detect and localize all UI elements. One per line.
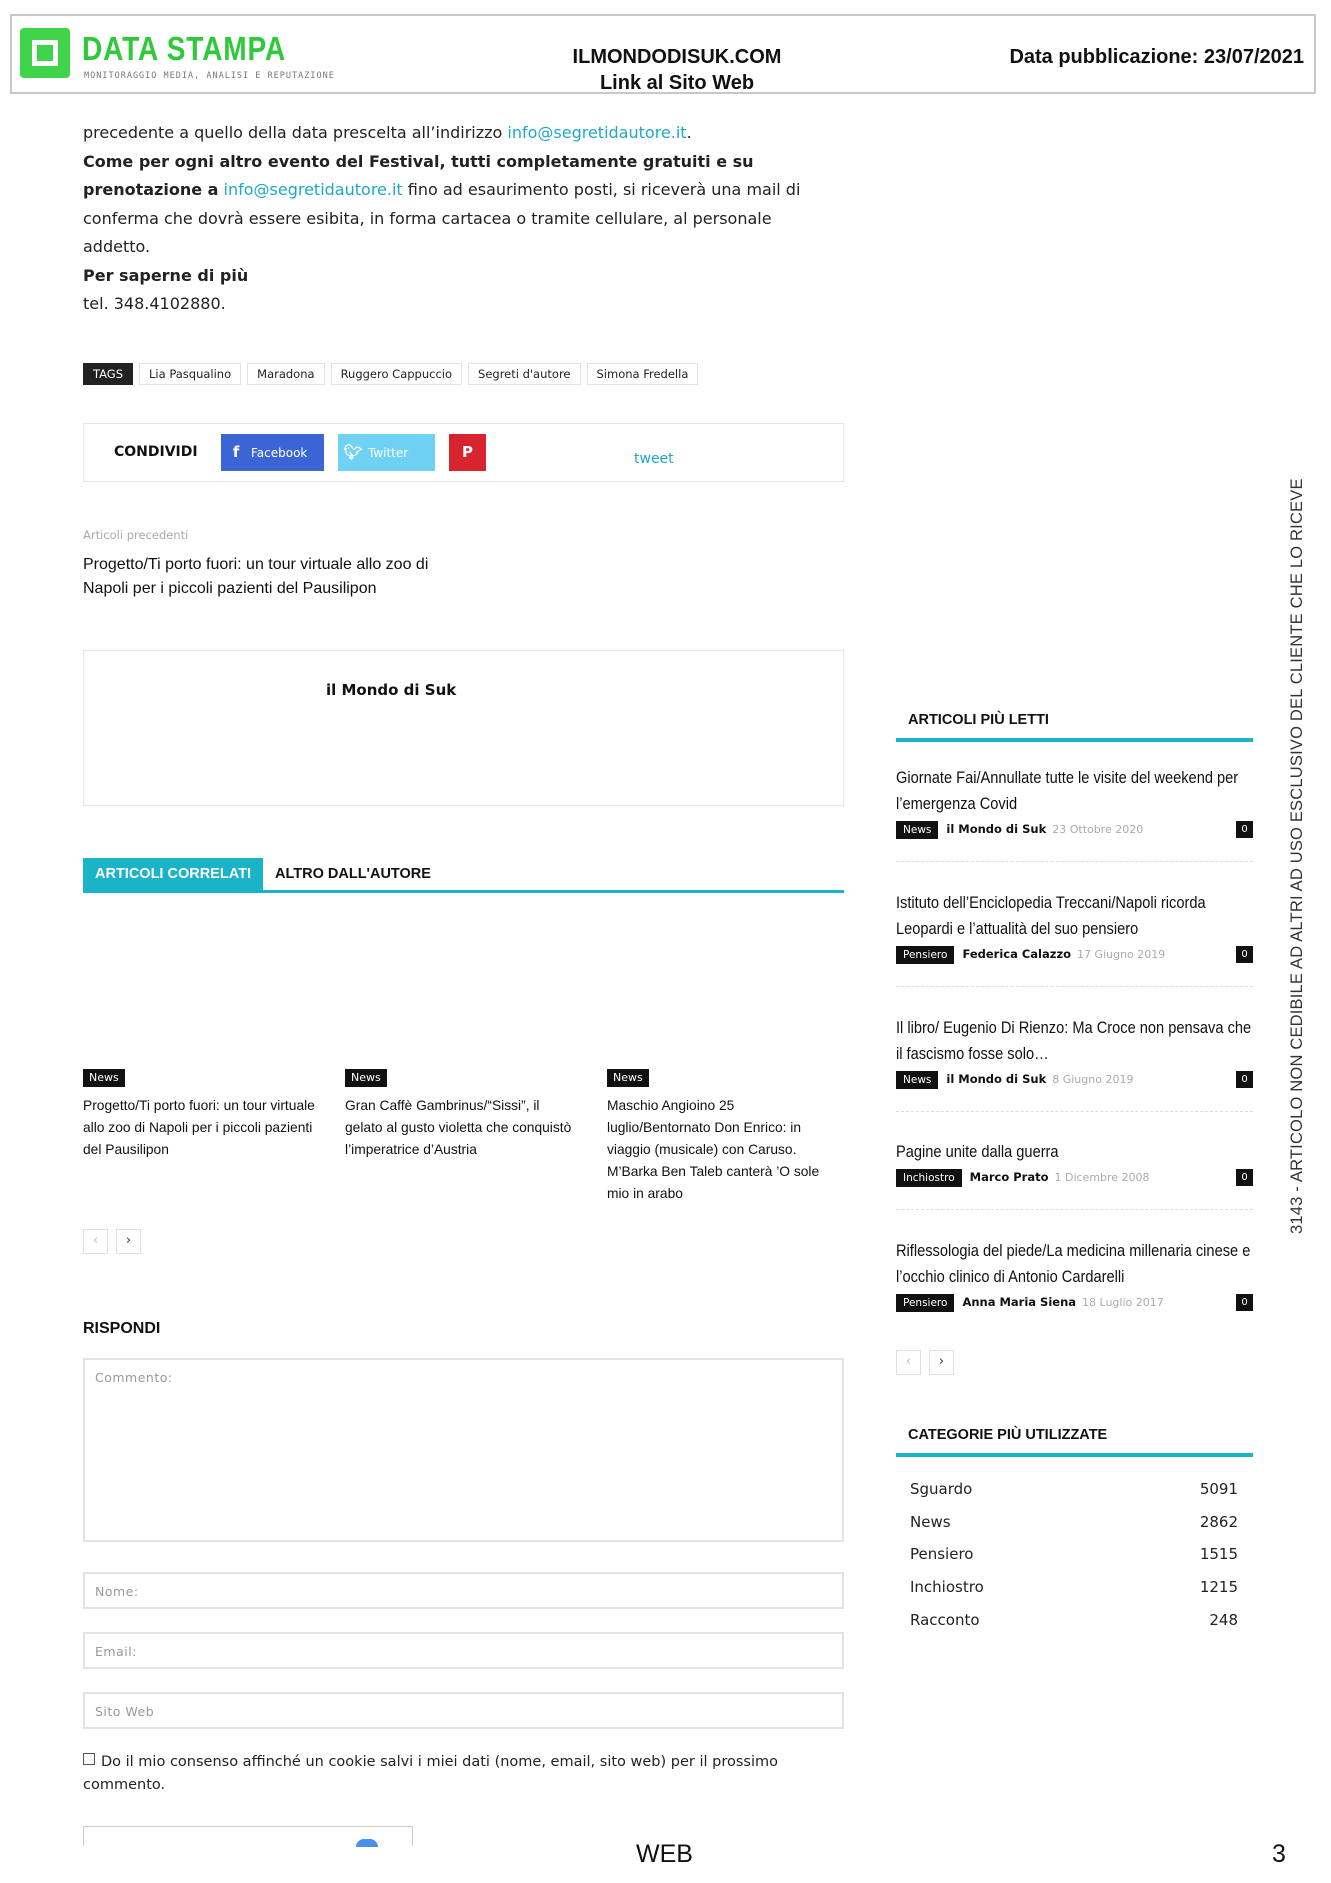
article-date: 23 Ottobre 2020: [1052, 823, 1144, 836]
email-link[interactable]: info@segretidautore.it: [223, 180, 403, 199]
related-article-card[interactable]: [607, 1066, 839, 1205]
website-field[interactable]: Sito Web: [83, 1692, 844, 1729]
recaptcha-icon: [356, 1839, 378, 1847]
related-article-card[interactable]: [83, 1066, 315, 1161]
clipping-header: [10, 14, 1316, 94]
comment-count[interactable]: 0: [1236, 1294, 1253, 1311]
category-item[interactable]: Pensiero 1515: [910, 1545, 1238, 1563]
category-badge[interactable]: Inchiostro: [896, 1169, 962, 1187]
next-page-button[interactable]: ›: [929, 1350, 954, 1375]
author-name[interactable]: il Mondo di Suk: [326, 681, 457, 699]
category-badge[interactable]: Pensiero: [896, 946, 954, 964]
tab-more-from-author[interactable]: ALTRO DALL'AUTORE: [275, 866, 431, 882]
popular-article[interactable]: [896, 1015, 1253, 1112]
article-author[interactable]: il Mondo di Suk: [946, 822, 1047, 836]
reply-heading: RISPONDI: [83, 1320, 161, 1337]
article-author[interactable]: Federica Calazzo: [962, 947, 1072, 961]
related-article-title[interactable]: Progetto/Ti porto fuori: un tour virtuale allo zoo di Napoli per i piccoli pazienti del Pausilipon: [83, 1098, 315, 1157]
comment-textarea[interactable]: Commento:: [83, 1358, 844, 1542]
author-box: [83, 650, 844, 806]
source-site: [512, 44, 842, 96]
category-badge[interactable]: News: [896, 1071, 938, 1089]
phone-number: tel. 348.4102880.: [83, 294, 226, 313]
popular-article-title[interactable]: Riflessologia del piede/La medicina millenaria cinese e l’occhio clinico di Antonio Cardarelli: [896, 1241, 1251, 1286]
popular-article[interactable]: [896, 765, 1253, 862]
category-badge[interactable]: News: [896, 821, 938, 839]
tab-related-articles[interactable]: ARTICOLI CORRELATI: [83, 858, 263, 890]
consent-checkbox[interactable]: [83, 1753, 95, 1765]
popular-article[interactable]: [896, 1139, 1253, 1210]
comment-count[interactable]: 0: [1236, 1169, 1253, 1186]
popular-article[interactable]: [896, 1238, 1253, 1312]
tag-link[interactable]: Segreti d'autore: [468, 363, 580, 385]
popular-article-title[interactable]: Istituto dell’Enciclopedia Treccani/Napoli ricorda Leopardi e l’attualità del suo pensiero: [896, 893, 1206, 938]
article-date: 18 Luglio 2017: [1082, 1296, 1164, 1309]
article-body: [83, 119, 823, 319]
tag-link[interactable]: Simona Fredella: [587, 363, 699, 385]
twitter-icon: 🐦︎: [343, 443, 363, 461]
facebook-share-button[interactable]: f Facebook: [221, 434, 324, 471]
article-date: 8 Giugno 2019: [1052, 1073, 1134, 1086]
next-page-button[interactable]: ›: [116, 1229, 141, 1254]
logo-subtitle: MONITORAGGIO MEDIA, ANALISI E REPUTAZIONE: [84, 71, 335, 81]
source-site-link[interactable]: Link al Sito Web: [599, 72, 755, 94]
cookie-consent: [83, 1751, 843, 1797]
popular-articles-heading: ARTICOLI PIÙ LETTI: [896, 712, 1253, 742]
article-author[interactable]: Marco Prato: [969, 1170, 1049, 1184]
facebook-icon: f: [232, 443, 240, 461]
category-badge[interactable]: News: [83, 1069, 125, 1087]
article-author[interactable]: il Mondo di Suk: [946, 1072, 1047, 1086]
popular-article-title[interactable]: Pagine unite dalla guerra: [896, 1142, 1059, 1161]
popular-article-title[interactable]: Giornate Fai/Annullate tutte le visite del weekend per l’emergenza Covid: [896, 768, 1239, 813]
related-pager: [83, 1229, 141, 1254]
footer-label: WEB: [636, 1840, 693, 1868]
article-paragraph: Per saperne di più: [83, 265, 249, 285]
category-item[interactable]: Inchiostro 1215: [910, 1578, 1238, 1596]
category-badge[interactable]: Pensiero: [896, 1294, 954, 1312]
article-paragraph: Come per ogni altro evento del Festival, tutti completamente gratuiti e su prenotazione a info@segretidautore.it fino ad esaurimento posti, si riceverà una mail di conferma che dovrà essere esibita, in forma cartacea o tramite cellulare, al personale addetto.: [83, 151, 801, 256]
related-article-title[interactable]: Maschio Angioino 25 luglio/Bentornato Don Enrico: in viaggio (musicale) con Caruso. M’Barka Ben Taleb canterà ’O sole mio in arabo: [607, 1098, 820, 1201]
article-date: 1 Dicembre 2008: [1054, 1171, 1150, 1184]
share-label: CONDIVIDI: [114, 444, 198, 460]
data-stampa-logo-icon: [20, 28, 70, 78]
pinterest-share-button[interactable]: [449, 434, 486, 471]
popular-article[interactable]: [896, 890, 1253, 987]
article-paragraph: precedente a quello della data prescelta all’indirizzo info@segretidautore.it.: [83, 123, 692, 142]
email-field[interactable]: Email:: [83, 1632, 844, 1669]
tag-link[interactable]: Ruggero Cappuccio: [331, 363, 462, 385]
popular-pager: [896, 1350, 954, 1375]
previous-articles-label: Articoli precedenti: [83, 528, 189, 542]
exclusive-use-note: 3143 - ARTICOLO NON CEDIBILE AD ALTRI AD USO ESCLUSIVO DEL CLIENTE CHE LO RICEVE: [1288, 478, 1306, 1234]
comment-count[interactable]: 0: [1236, 821, 1253, 838]
share-box: [83, 423, 844, 482]
previous-article-link[interactable]: Progetto/Ti porto fuori: un tour virtuale allo zoo di Napoli per i piccoli pazienti del Pausilipon: [83, 556, 429, 597]
tweet-link[interactable]: tweet: [634, 451, 674, 467]
tag-link[interactable]: Maradona: [247, 363, 324, 385]
tags-label: TAGS: [83, 363, 133, 385]
page-number: 3: [1272, 1840, 1286, 1868]
category-item[interactable]: Racconto 248: [910, 1611, 1238, 1629]
category-badge[interactable]: News: [345, 1069, 387, 1087]
category-item[interactable]: Sguardo 5091: [910, 1480, 1238, 1498]
related-article-title[interactable]: Gran Caffè Gambrinus/“Sissi”, il gelato al gusto violetta che conquistò l’imperatrice d’Austria: [345, 1098, 572, 1157]
consent-label: Do il mio consenso affinché un cookie salvi i miei dati (nome, email, sito web) per il prossimo commento.: [83, 1754, 778, 1793]
tag-link[interactable]: Lia Pasqualino: [139, 363, 241, 385]
prev-page-button[interactable]: ‹: [896, 1350, 921, 1375]
email-link[interactable]: info@segretidautore.it: [507, 123, 687, 142]
recaptcha-widget[interactable]: [83, 1826, 413, 1846]
name-field[interactable]: Nome:: [83, 1572, 844, 1609]
category-item[interactable]: News 2862: [910, 1513, 1238, 1531]
comment-count[interactable]: 0: [1236, 1071, 1253, 1088]
related-article-card[interactable]: [345, 1066, 577, 1161]
prev-page-button[interactable]: ‹: [83, 1229, 108, 1254]
article-date: 17 Giugno 2019: [1077, 948, 1166, 961]
logo-title: DATA STAMPA: [82, 30, 287, 67]
related-tabs: [83, 858, 844, 893]
popular-article-title[interactable]: Il libro/ Eugenio Di Rienzo: Ma Croce non pensava che il fascismo fosse solo…: [896, 1018, 1252, 1063]
pinterest-icon: P: [462, 443, 473, 461]
source-site-name: ILMONDODISUK.COM: [572, 46, 782, 68]
publication-date: Data pubblicazione: 23/07/2021: [1009, 46, 1304, 68]
tags-bar: [83, 363, 698, 385]
category-badge[interactable]: News: [607, 1069, 649, 1087]
twitter-share-button[interactable]: 🐦︎ Twitter: [338, 434, 435, 471]
comment-count[interactable]: 0: [1236, 946, 1253, 963]
article-author[interactable]: Anna Maria Siena: [962, 1295, 1077, 1309]
categories-heading: CATEGORIE PIÙ UTILIZZATE: [896, 1427, 1253, 1457]
